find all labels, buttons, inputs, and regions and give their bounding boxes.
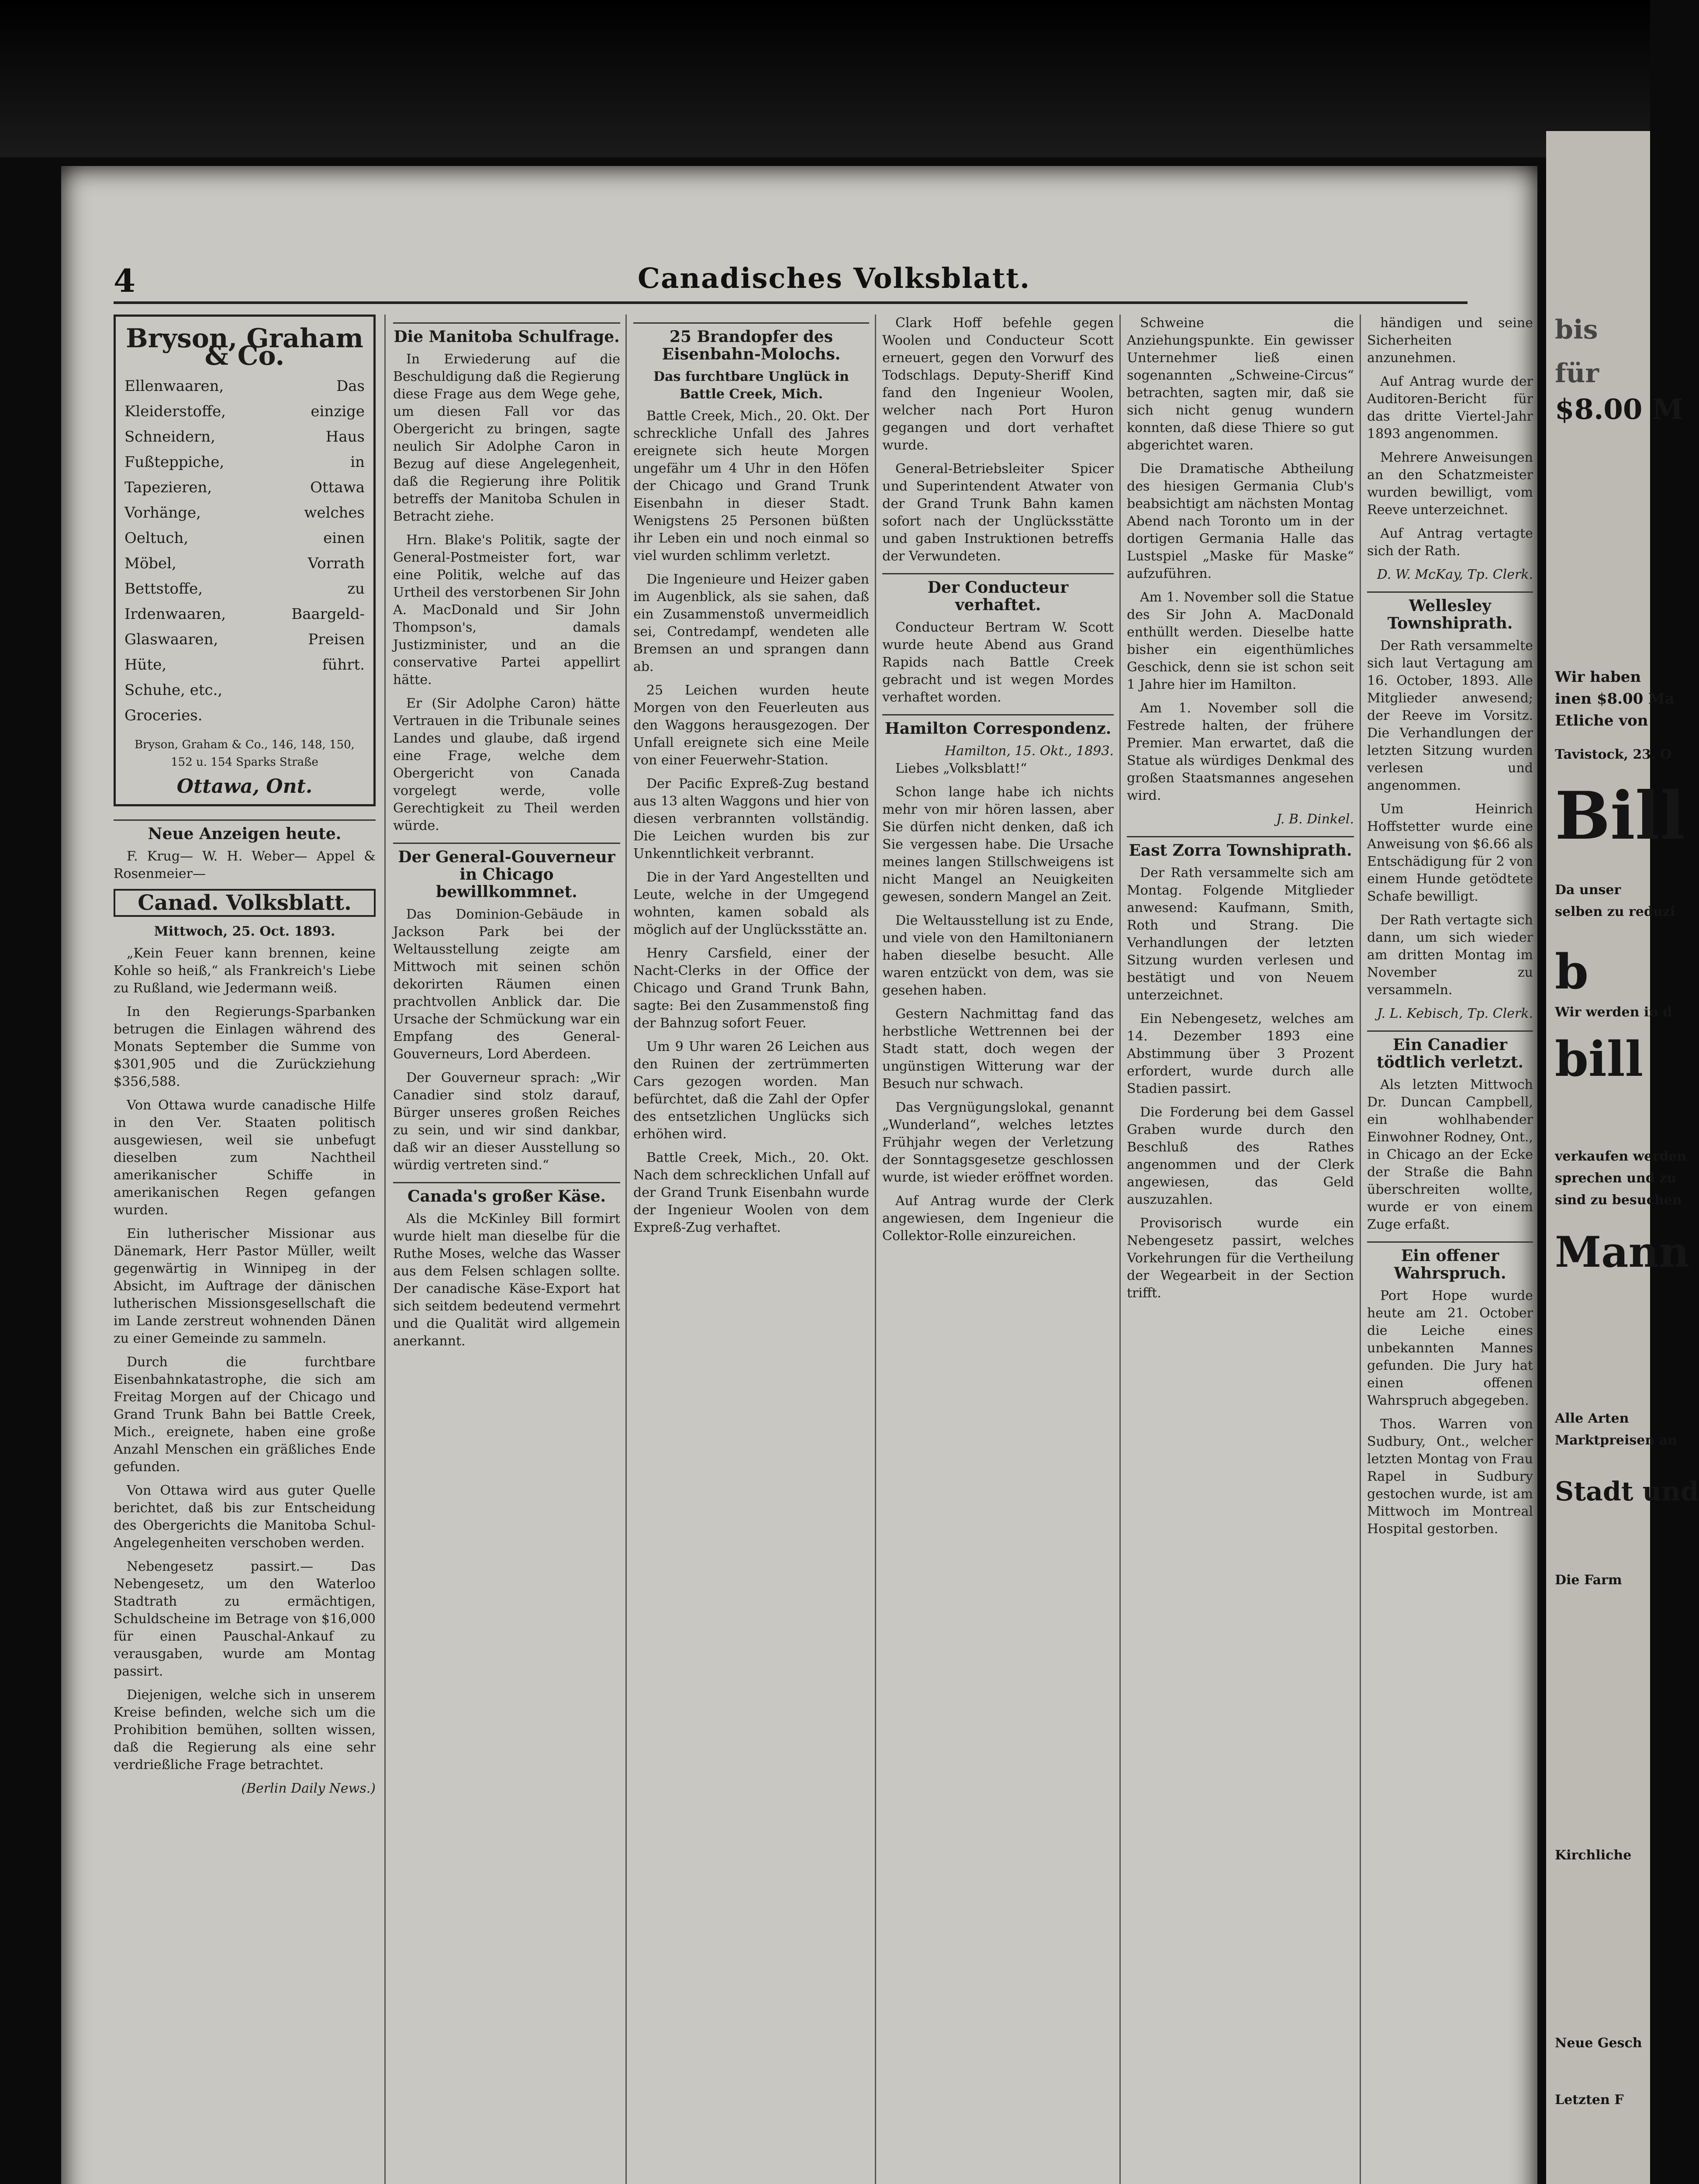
ad-item-row <box>124 652 365 677</box>
fragment-text: sind zu besuchen <box>1555 1192 1682 1208</box>
column-5 <box>1127 314 1354 2184</box>
column-4 <box>882 314 1114 2184</box>
article-heading: Der General-Gouverneur in Chicago bewillkommnet. <box>393 843 620 901</box>
article-heading: Canada's großer Käse. <box>393 1182 620 1205</box>
article-paragraph: Der Gouverneur sprach: „Wir Canadier sind stolz darauf, Bürger unseres großen Reiches zu sein, und wir sind dankbar, daß wir an dieser Ausstellung so würdig vertreten sind.“ <box>393 1070 620 1173</box>
article-paragraph: Von Ottawa wird aus guter Quelle berichtet, daß bis zur Entscheidung des Obergerichts die Manitoba Schul-Angelegenheiten verschoben werden. <box>114 1483 376 1551</box>
ad-item-left: Bettstoffe, <box>124 580 203 598</box>
article-paragraph: Um 9 Uhr waren 26 Leichen aus den Ruinen der zertrümmerten Cars gezogen worden. Man befürchtet, daß die Zahl der Opfer des entsetzlichen Unglücks sich erhöhen wird. <box>633 1039 869 1142</box>
ad-item-row <box>124 551 365 576</box>
article-heading: Ein offener Wahrspruch. <box>1367 1241 1533 1282</box>
microfilm-border-top <box>0 0 1650 157</box>
ad-item-row <box>124 449 365 475</box>
ad-item-row <box>124 424 365 449</box>
ad-item-left: Tapezieren, <box>124 479 212 496</box>
author-signature: D. W. McKay, Tp. Clerk. <box>1377 567 1533 582</box>
article-paragraph: Auf Antrag vertagte sich der Rath. <box>1367 526 1533 559</box>
ad-item-left: Vorhänge, <box>124 504 201 522</box>
fragment-text: Marktpreisen an <box>1555 1433 1677 1448</box>
masthead: Canadisches Volksblatt. <box>638 262 1031 295</box>
article-paragraph: Am 1. November soll die Statue des Sir John A. MacDonald enthüllt werden. Dieselbe hatte bisher ein eigenthümliches Geschick, denn sie ist schon seit 1 Jahre hier im Hamilton. <box>1127 590 1354 692</box>
ad-item-right: Haus <box>325 428 365 446</box>
article-paragraph: Auf Antrag wurde der Auditoren-Bericht für das dritte Viertel-Jahr 1893 angenommen. <box>1367 374 1533 442</box>
column-rule <box>1119 314 1121 2184</box>
ad-item-left: Groceries. <box>124 707 203 724</box>
article-paragraph: Von Ottawa wurde canadische Hilfe in den Ver. Staaten politisch ausgewiesen, weil sie unbefugt dieselben zum Nachtheil amerikanischer Schiffe in amerikanischen Regen gefangen wurden. <box>114 1098 376 1218</box>
fragment-text: für <box>1555 358 1599 389</box>
article-paragraph: 25 Leichen wurden heute Morgen von den Feuerleuten aus den Waggons herausgezogen. Der Unfall ereignete sich eine Meile von einer Feuerwehr-Station. <box>633 683 869 768</box>
fragment-text: verkaufen werden <box>1555 1149 1687 1164</box>
article-paragraph: Conducteur Bertram W. Scott wurde heute Abend aus Grand Rapids nach Battle Creek gebracht und ist wegen Mordes verhaftet worden. <box>882 620 1114 705</box>
article-paragraph: Mehrere Anweisungen an den Schatzmeister wurden bewilligt, vom Reeve unterzeichnet. <box>1367 450 1533 518</box>
fragment-text: sprechen und zu <box>1555 1171 1677 1186</box>
article-paragraph: Thos. Warren von Sudbury, Ont., welcher letzten Montag von Frau Rapel in Sudbury gestochen wurde, ist am Mittwoch im Montreal Hospital gestorben. <box>1367 1417 1533 1537</box>
author-signature: J. B. Dinkel. <box>1276 812 1354 827</box>
fragment-text: Bill <box>1555 778 1685 854</box>
ad-item-right: führt. <box>322 656 365 674</box>
ad-item-list <box>124 373 365 728</box>
column-2 <box>393 314 620 2184</box>
article-heading: Die Manitoba Schulfrage. <box>393 322 620 346</box>
article-paragraph: General-Betriebsleiter Spicer und Superintendent Atwater von der Grand Trunk Bahn kamen sofort nach der Unglücksstätte und gaben Instruktionen betreffs der Verwundeten. <box>882 461 1114 564</box>
ad-item-right: Vorrath <box>307 555 365 572</box>
fragment-text: Kirchliche <box>1555 1848 1632 1863</box>
ad-address: Bryson, Graham & Co., 146, 148, 150, 152 u. 154 Sparks Straße <box>135 738 355 769</box>
paper-date: Mittwoch, 25. Oct. 1893. <box>154 924 335 939</box>
author-signature: J. L. Kebisch, Tp. Clerk. <box>1377 1006 1533 1021</box>
article-heading: Hamilton Correspondenz. <box>882 714 1114 737</box>
ad-item-right: Baargeld- <box>291 605 365 623</box>
ad-item-row <box>124 677 365 703</box>
fragment-text: Etliche von <box>1555 712 1648 729</box>
article-dateline: Hamilton, 15. Okt., 1893. <box>945 743 1114 759</box>
paper-title: Canad. Volksblatt. <box>114 889 376 917</box>
article-paragraph: Der Rath versammelte sich am Montag. Folgende Mitglieder anwesend: Kaufmann, Smith, Roth und Strang. Die Verhandlungen der letzten Sitzung wurden verlesen und bestätigt und von Neuem unterzeichnet. <box>1127 865 1354 1003</box>
article-paragraph: Clark Hoff befehle gegen Woolen und Conducteur Scott erneuert, gegen den Vorwurf des Todschlags. Deputy-Sheriff Kind fand den Ingenieur Woolen, welcher nach Port Huron gegangen und dort verhaftet wurde. <box>882 315 1114 453</box>
article-paragraph: Die Ingenieure und Heizer gaben im Augenblick, als sie sahen, daß ein Zusammenstoß unvermeidlich sei, Contredampf, wendeten alle Bremsen an und sprangen dann ab. <box>633 572 869 674</box>
fragment-text: Wir haben <box>1555 668 1641 686</box>
article-paragraph: Als letzten Mittwoch Dr. Duncan Campbell, ein wohlhabender Einwohner Rodney, Ont., in Chicago an der Ecke der Straße die Bahn überschreiten wollte, wurde er von einem Zuge erfaßt. <box>1367 1077 1533 1232</box>
article-paragraph: Das Vergnügungslokal, genannt „Wunderland“, welches letztes Frühjahr wegen der Verletzung der Sonntagsgesetze geschlossen wurde, ist wieder eröffnet worden. <box>882 1100 1114 1185</box>
new-ads-list: F. Krug— W. H. Weber— Appel & Rosenmeier— <box>114 849 376 881</box>
article-paragraph: Die Forderung bei dem Gassel Graben wurde durch den Beschluß des Rathes angenommen und der Clerk angewiesen, das Geld auszuzahlen. <box>1127 1105 1354 1207</box>
article-paragraph: Battle Creek, Mich., 20. Okt. Der schreckliche Unfall des Jahres ereignete sich heute Morgen ungefähr um 4 Uhr in den Höfen der Chicago und Grand Trunk Eisenbahn in dieser Stadt. Wenigstens 25 Personen büßten ihr Leben ein und noch einmal so viel wurden schlimm verletzt. <box>633 408 869 563</box>
article-paragraph: Hrn. Blake's Politik, sagte der General-Postmeister fort, war eine Politik, welche auf das Urtheil des verstorbenen Sir John A. MacDonald und Sir John Thompson's, damals Justizminister, und an die conservative Partei appellirt hätte. <box>393 532 620 688</box>
ad-item-left: Glaswaaren, <box>124 631 218 648</box>
article-paragraph: Der Rath versammelte sich laut Vertagung am 16. October, 1893. Alle Mitglieder anwesend; der Reeve im Vorsitz. Die Verhandlungen der letzten Sitzung wurden verlesen und angenommen. <box>1367 638 1533 793</box>
article-subheading: Das furchtbare Unglück in Battle Creek, Mich. <box>653 369 849 402</box>
article-paragraph: „Kein Feuer kann brennen, keine Kohle so heiß,“ als Frankreich's Liebe zu Rußland, wie Jedermann weiß. <box>114 946 376 996</box>
ad-city: Ottawa, Ont. <box>176 775 313 798</box>
fragment-text: Neue Gesch <box>1555 2035 1642 2051</box>
article-paragraph: Als die McKinley Bill formirt wurde hielt man dieselbe für die Ruthe Moses, welche das Wasser aus dem Felsen schlagen sollte. Der canadische Käse-Export hat sich seitdem bedeutend vermehrt und die Qualität wird allgemein anerkannt. <box>393 1211 620 1349</box>
column-rule <box>384 314 386 2184</box>
ad-item-right: Ottawa <box>310 479 365 496</box>
ad-item-row <box>124 525 365 551</box>
ad-item-right: welches <box>304 504 365 522</box>
new-ads-heading: Neue Anzeigen heute. <box>114 819 376 843</box>
ad-item-right: einzige <box>311 403 365 420</box>
advertisement-bryson-graham <box>114 314 376 806</box>
article-paragraph: Henry Carsfield, einer der Nacht-Clerks in der Office der Chicago und Grand Trunk Bahn, sagte: Bei den Zusammenstoß fing der Bahnzug sofort Feuer. <box>633 946 869 1031</box>
column-rule <box>625 314 627 2184</box>
ad-item-right: zu <box>347 580 365 598</box>
ad-item-left: Oeltuch, <box>124 529 189 547</box>
fragment-text: Die Farm <box>1555 1572 1622 1588</box>
article-paragraph: Nebengesetz passirt.— Das Nebengesetz, um den Waterloo Stadtrath zu ermächtigen, Schuldscheine im Betrage von $16,000 für einen Pauschal-Ankauf zu verausgaben, wurde am Montag passirt. <box>114 1559 376 1679</box>
article-paragraph: Port Hope wurde heute am 21. October die Leiche eines unbekannten Mannes gefunden. Die Jury hat einen offenen Wahrspruch abgegeben. <box>1367 1288 1533 1408</box>
article-paragraph: Die in der Yard Angestellten und Leute, welche in der Umgegend wohnten, kamen sobald als möglich auf der Unglücksstätte an. <box>633 870 869 937</box>
article-paragraph: Am 1. November soll die Festrede halten, der frühere Premier. Man erwartet, daß die Statue als würdiges Denkmal des großen Staatsmannes angesehen wird. <box>1127 701 1354 803</box>
ad-item-left: Schuhe, etc., <box>124 681 223 699</box>
article-paragraph: Die Weltausstellung ist zu Ende, und viele von den Hamiltonianern haben dieselbe besucht. Alle waren entzückt von dem, was sie gesehen haben. <box>882 913 1114 998</box>
page-header <box>114 262 1468 304</box>
fragment-text: Letzten F <box>1555 2092 1624 2108</box>
article-paragraph: Die Dramatische Abtheilung des hiesigen Germania Club's beabsichtigt am nächsten Montag Abend nach Toronto um in der dortigen Germania Halle das Lustspiel „Maske für Maske“ aufzuführen. <box>1127 461 1354 581</box>
fragment-text: Alle Arten <box>1555 1411 1629 1426</box>
article-paragraph: Provisorisch wurde ein Nebengesetz passirt, welches Vorkehrungen für die Vertheilung der Wegearbeit in der Section trifft. <box>1127 1216 1354 1301</box>
column-rule <box>1360 314 1361 2184</box>
article-paragraph: Er (Sir Adolphe Caron) hätte Vertrauen in die Tribunale seines Landes und glaube, daß irgend eine Frage, welche dem Obergericht von Canada vorgelegt werde, volle Gerechtigkeit zu Theil werden würde. <box>393 696 620 833</box>
ad-item-right: in <box>350 453 365 471</box>
article-paragraph: Schon lange habe ich nichts mehr von mir hören lassen, aber Sie dürfen nicht denken, daß ich Sie vergessen habe. Die Ursache meines langen Stillschweigens ist nicht Mangel an Neuigkeiten gewesen, sondern Mangel an Zeit. <box>882 784 1114 905</box>
ad-item-right: einen <box>323 529 365 547</box>
ad-item-row <box>124 703 365 728</box>
ad-title: Bryson, Graham & Co. <box>125 323 364 371</box>
fragment-text: inen $8.00 Ma <box>1555 690 1675 708</box>
ad-item-left: Schneidern, <box>124 428 215 446</box>
ad-item-left: Fußteppiche, <box>124 453 224 471</box>
ad-item-left: Irdenwaaren, <box>124 605 226 623</box>
page-number: 4 <box>114 262 136 299</box>
article-paragraph: Gestern Nachmittag fand das herbstliche Wettrennen bei der Stadt statt, doch wegen der ungünstigen Witterung war der Besuch nur schwach. <box>882 1006 1114 1092</box>
fragment-text: bill <box>1555 1031 1644 1087</box>
ad-item-left: Möbel, <box>124 555 176 572</box>
source-credit: (Berlin Daily News.) <box>241 1781 376 1796</box>
article-paragraph: Durch die furchtbare Eisenbahnkatastrophe, die sich am Freitag Morgen auf der Chicago und Grand Trunk Bahn bei Battle Creek, Mich., ereignete, haben eine große Anzahl Menschen ein gräßliches Ende gefunden. <box>114 1355 376 1475</box>
column-1 <box>114 314 376 2184</box>
article-heading: Der Conducteur verhaftet. <box>882 573 1114 614</box>
article-heading: Wellesley Townshiprath. <box>1367 591 1533 632</box>
ad-item-row <box>124 373 365 399</box>
adjacent-page-fragment <box>1546 131 1699 2184</box>
article-heading: East Zorra Townshiprath. <box>1127 836 1354 859</box>
fragment-text: b <box>1555 943 1588 1000</box>
fragment-text: Tavistock, 23. O <box>1555 747 1672 762</box>
column-6 <box>1367 314 1533 2184</box>
article-heading: Ein Canadier tödtlich verletzt. <box>1367 1030 1533 1071</box>
ad-item-left: Ellenwaaren, <box>124 377 224 395</box>
ad-item-right: Das <box>336 377 365 395</box>
article-paragraph: Schweine die Anziehungspunkte. Ein gewisser Unternehmer ließ einen sogenannten „Schweine-Circus“ betrachten, sagten mir, daß sie sich nicht genug wundern konnten, daß diese Thiere so gut abgerichtet waren. <box>1127 315 1354 453</box>
fragment-text: Da unser <box>1555 882 1621 898</box>
article-paragraph: Ein Nebengesetz, welches am 14. Dezember 1893 eine Abstimmung über 3 Prozent erfordert, wurde durch alle Stadien passirt. <box>1127 1011 1354 1096</box>
article-paragraph: Das Dominion-Gebäude in Jackson Park bei der Weltausstellung zeigte am Mittwoch mit seinen schön dekorirten Räumen einen prachtvollen Anblick dar. Die Ursache der Schmückung war ein Empfang des General-Gouverneurs, Lord Aberdeen. <box>393 907 620 1062</box>
ad-item-left: Kleiderstoffe, <box>124 403 226 420</box>
ad-item-row <box>124 475 365 500</box>
column-rule <box>875 314 876 2184</box>
article-paragraph: Der Pacific Expreß-Zug bestand aus 13 alten Waggons und hier von diesen verbrannten vollständig. Die Leichen wurden bis zur Unkenntlichkeit verbrannt. <box>633 776 869 861</box>
article-paragraph: Diejenigen, welche sich in unserem Kreise befinden, welche sich um die Prohibition bemühen, sollten wissen, daß die Regierung als eine sehr verdrießliche Frage betrachtet. <box>114 1687 376 1773</box>
ad-item-row <box>124 500 365 525</box>
article-salutation: Liebes „Volksblatt!“ <box>895 761 1027 776</box>
article-paragraph: In Erwiederung auf die Beschuldigung daß die Regierung diese Frage aus dem Wege gehe, um diesen Fall vor das Obergericht zu bringen, sagte neulich Sir Adolphe Caron in Bezug auf diese Angelegenheit, daß die Regierung ihre Politik betreffs der Manitoba Schulen in Betracht ziehe. <box>393 352 620 524</box>
article-paragraph: Battle Creek, Mich., 20. Okt. Nach dem schrecklichen Unfall auf der Grand Trunk Eisenbahn wurde der Ingenieur Woolen von dem Expreß-Zug verhaftet. <box>633 1150 869 1235</box>
fragment-text: Stadt und <box>1555 1476 1699 1507</box>
fragment-text: $8.00 M <box>1555 393 1683 426</box>
article-paragraph: Um Heinrich Hoffstetter wurde eine Anweisung von $6.66 als Entschädigung für 2 von einem Hunde getödtete Schafe bewilligt. <box>1367 802 1533 904</box>
article-paragraph: Auf Antrag wurde der Clerk angewiesen, dem Ingenieur die Collektor-Rolle einzureichen. <box>882 1193 1114 1244</box>
article-paragraph: Ein lutherischer Missionar aus Dänemark, Herr Pastor Müller, weilt gegenwärtig in Winnipeg in der Absicht, im Auftrage der dänischen lutherischen Missionsgesellschaft die im Lande zerstreut wohnenden Dänen zu einer Gemeinde zu sammeln. <box>114 1226 376 1346</box>
fragment-text: Mann <box>1555 1227 1690 1277</box>
fragment-text: selben zu reduzi <box>1555 904 1675 919</box>
fragment-text: bis <box>1555 314 1598 345</box>
column-3 <box>633 314 869 2184</box>
article-paragraph: händigen und seine Sicherheiten anzunehmen. <box>1367 315 1533 366</box>
ad-item-left: Hüte, <box>124 656 167 674</box>
ad-item-row <box>124 627 365 652</box>
ad-item-right: Preisen <box>308 631 365 648</box>
article-heading: 25 Brandopfer des Eisenbahn-Molochs. <box>633 322 869 363</box>
ad-item-row <box>124 576 365 601</box>
ad-item-row <box>124 601 365 627</box>
article-paragraph: In den Regierungs-Sparbanken betrugen die Einlagen während des Monats September die Summe von $301,905 und die Zurückziehung $356,588. <box>114 1004 376 1089</box>
ad-item-row <box>124 399 365 424</box>
fragment-text: Wir werden in d <box>1555 1005 1672 1020</box>
article-paragraph: Der Rath vertagte sich dann, um sich wieder am dritten Montag im November zu versammeln. <box>1367 912 1533 998</box>
